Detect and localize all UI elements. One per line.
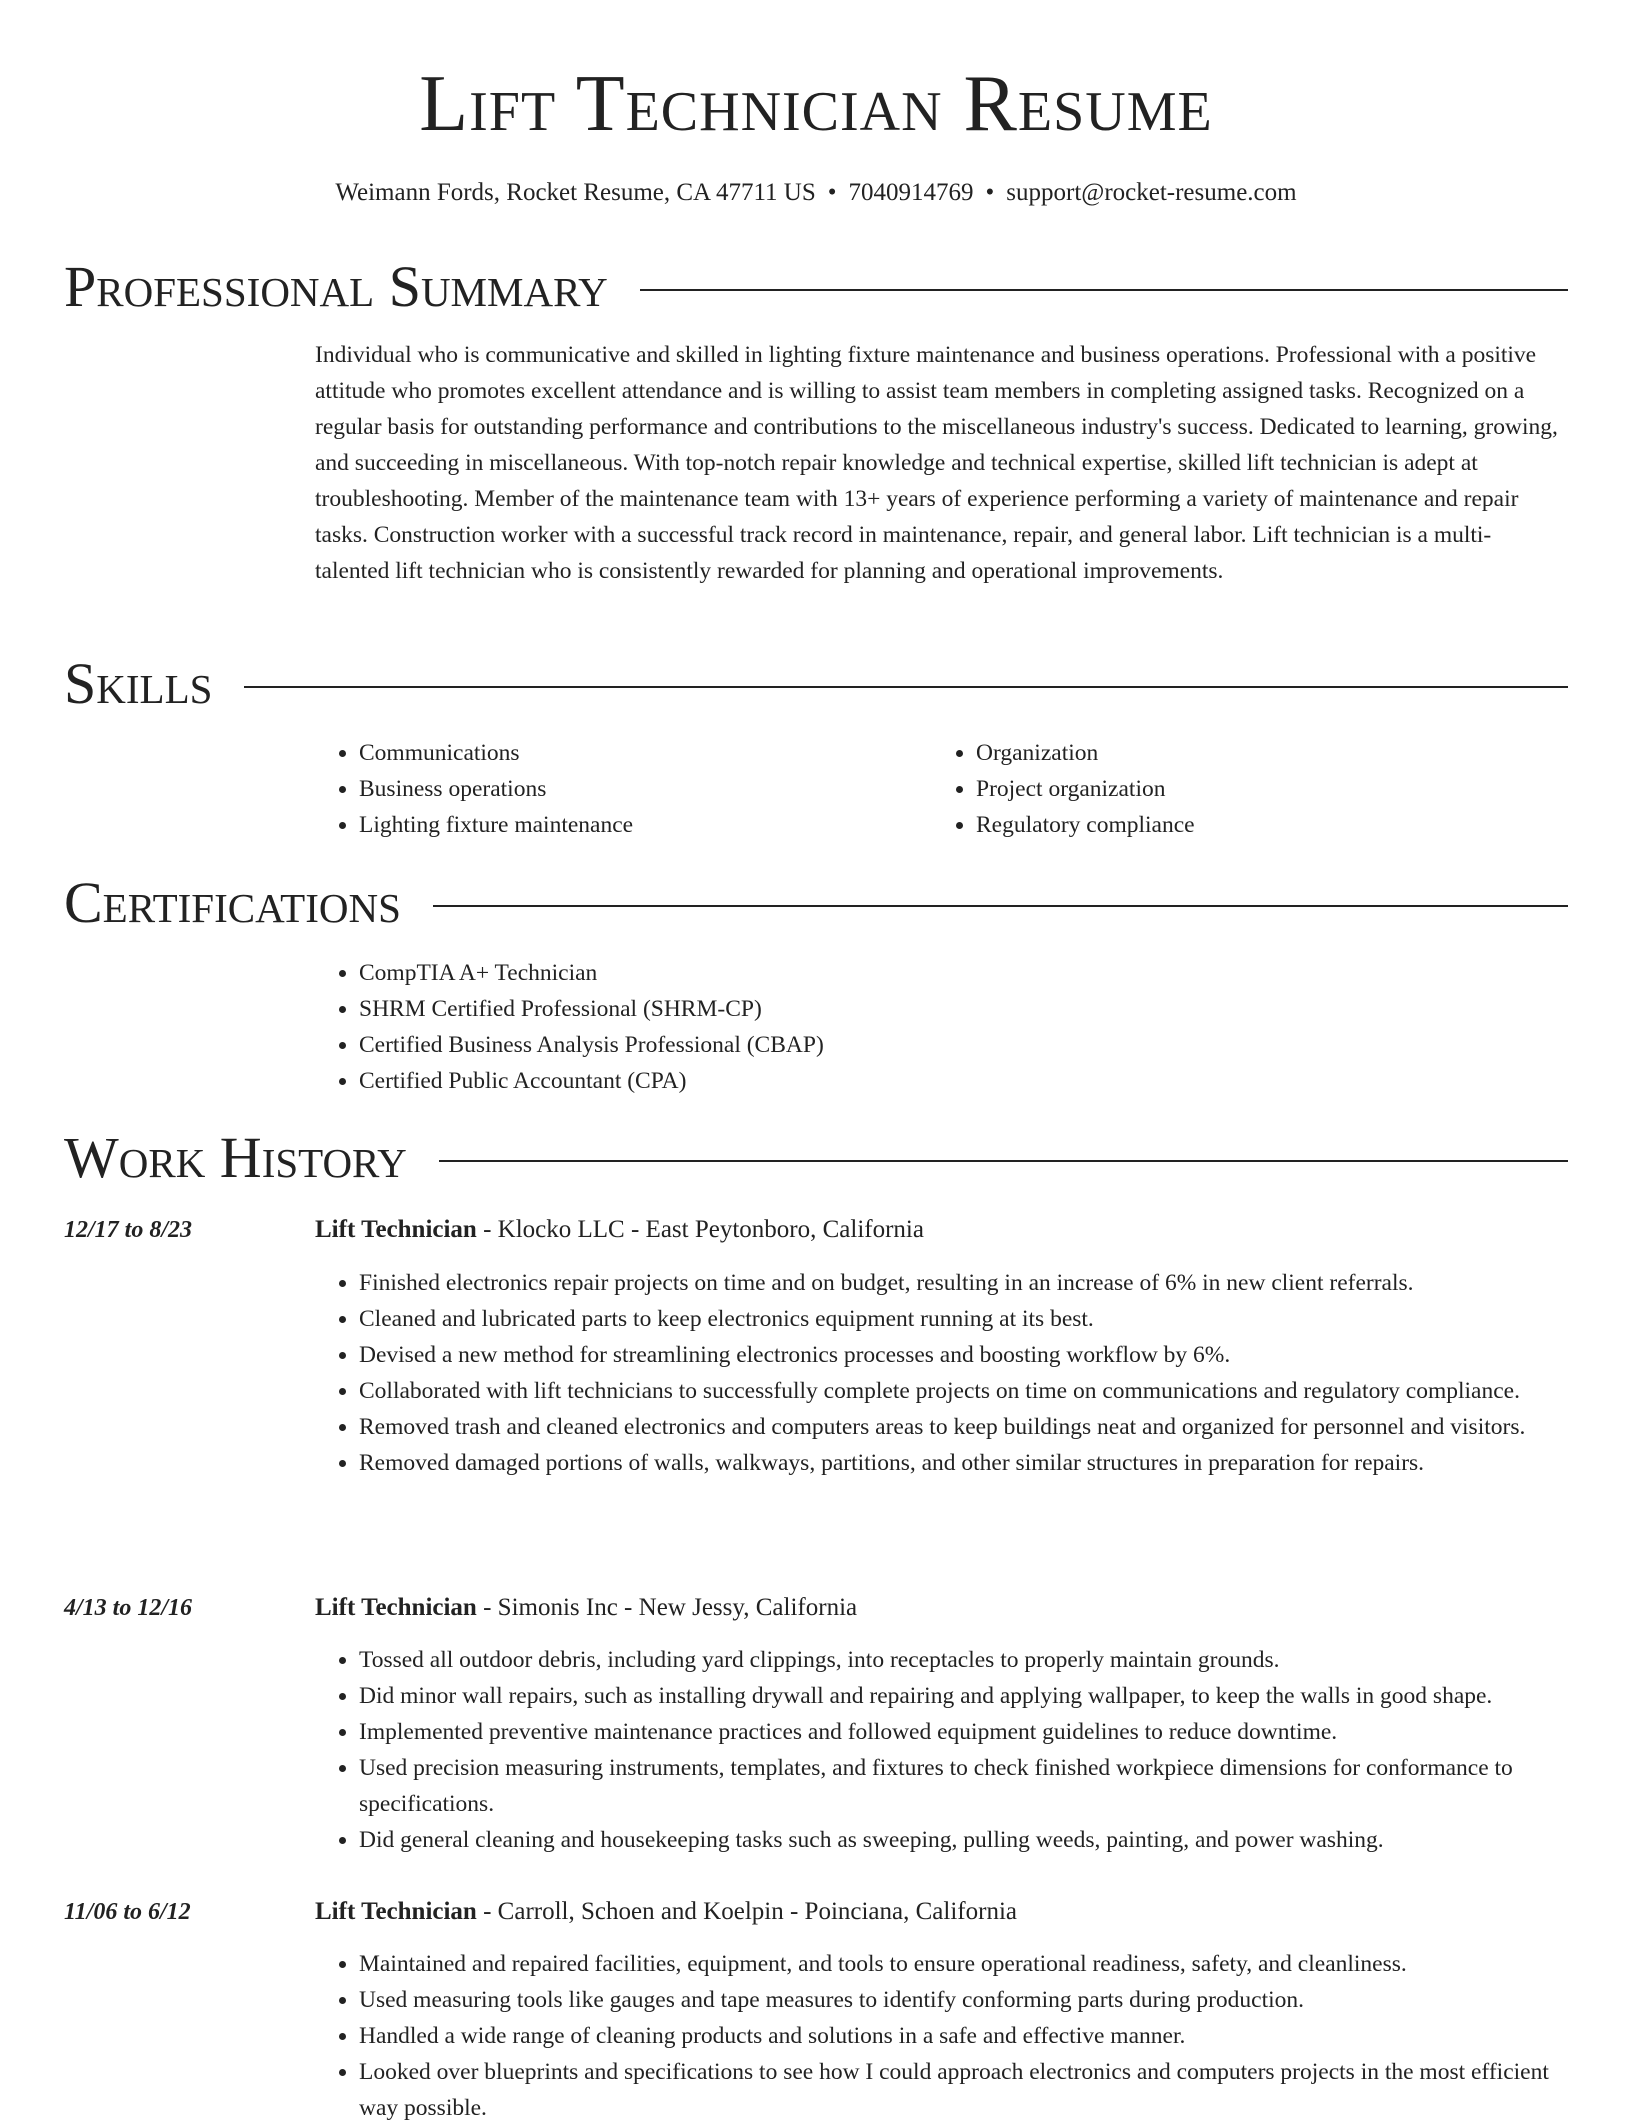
skill-item: • Organization — [976, 735, 1492, 771]
job-bullets — [315, 1946, 1585, 2126]
work-heading: Work History — [64, 1125, 407, 1190]
job-company: - Simonis Inc - New Jessy, California — [476, 1594, 858, 1621]
job-title-line — [315, 1590, 857, 1626]
job-bullet: • Finished electronics repair projects on time and on budget, resulting in an increase of 6% in new client referrals. — [359, 1265, 1585, 1301]
job-bullet: • Tossed all outdoor debris, including yard clippings, into receptacles to properly maintain grounds. — [359, 1642, 1585, 1678]
job-title-line — [315, 1212, 924, 1248]
job-bullet: • Used precision measuring instruments, templates, and fixtures to check finished workpiece dimensions for conformance to specifications. — [359, 1750, 1585, 1822]
contact-address: Weimann Fords, Rocket Resume, CA 47711 US — [335, 179, 816, 206]
job-company: - Carroll, Schoen and Koelpin - Poinciana, California — [476, 1898, 1017, 1925]
job-company: - Klocko LLC - East Peytonboro, California — [476, 1216, 924, 1243]
summary-heading: Professional Summary — [64, 254, 608, 319]
skills-section-header — [64, 652, 1568, 716]
contact-phone: 7040914769 — [848, 179, 974, 206]
resume-title: Lift Technician Resume — [419, 60, 1213, 148]
summary-section-header — [64, 255, 1568, 319]
job-bullet: • Collaborated with lift technicians to successfully complete projects on time on communications and regulatory compliance. — [359, 1373, 1585, 1409]
job-bullet: • Devised a new method for streamlining electronics processes and boosting workflow by 6%. — [359, 1337, 1585, 1373]
skill-item: • Communications — [359, 735, 875, 771]
skills-column-left — [315, 735, 875, 843]
job-bullet: • Did minor wall repairs, such as installing drywall and repairing and applying wallpaper, to keep the walls in good shape. — [359, 1678, 1585, 1714]
skill-item: • Business operations — [359, 771, 875, 807]
section-divider — [439, 1160, 1568, 1162]
certifications-list — [315, 955, 1565, 1099]
job-bullet: • Cleaned and lubricated parts to keep electronics equipment running at its best. — [359, 1301, 1585, 1337]
skill-item: • Regulatory compliance — [976, 807, 1492, 843]
section-divider — [640, 289, 1568, 291]
work-section-header — [64, 1126, 1568, 1190]
contact-separator: • — [827, 179, 837, 206]
certification-item: • Certified Business Analysis Professional (CBAP) — [359, 1027, 1565, 1063]
summary-text: Individual who is communicative and skilled in lighting fixture maintenance and business operations. Professional with a positive attitude who promotes excellent attendance and is willing to assist team members in completing assigned tasks. Recognized on a regular basis for outstanding performance and contributions to the miscellaneous industry's success. Dedicated to learning, growing, and succeeding in miscellaneous. With top-notch repair knowledge and technical expertise, skilled lift technician is adept at troubleshooting. Member of the maintenance team with 13+ years of experience performing a variety of maintenance and repair tasks. Construction worker with a successful track record in maintenance, repair, and general labor. Lift technician is a multi-talented lift technician who is consistently rewarded for planning and operational improvements. — [315, 342, 1558, 584]
skills-heading: Skills — [64, 651, 213, 716]
contact-separator: • — [985, 179, 995, 206]
job-bullet: • Maintained and repaired facilities, equipment, and tools to ensure operational readiness, safety, and cleanliness. — [359, 1946, 1585, 1982]
job-bullet: • Did general cleaning and housekeeping tasks such as sweeping, pulling weeds, painting, and power washing. — [359, 1822, 1585, 1858]
skill-item: • Project organization — [976, 771, 1492, 807]
job-bullet: • Looked over blueprints and specifications to see how I could approach electronics and computers projects in the most efficient way possible. — [359, 2054, 1585, 2126]
job-dates: 11/06 to 6/12 — [64, 1899, 191, 1925]
job-dates: 4/13 to 12/16 — [64, 1595, 193, 1621]
job-bullets — [315, 1642, 1585, 1858]
job-dates: 12/17 to 8/23 — [64, 1217, 193, 1243]
contact-email[interactable]: support@rocket-resume.com — [1006, 179, 1297, 206]
job-bullet: • Implemented preventive maintenance practices and followed equipment guidelines to reduce downtime. — [359, 1714, 1585, 1750]
certifications-section-header — [64, 871, 1568, 935]
contact-line — [0, 178, 1632, 208]
job-bullet: • Handled a wide range of cleaning products and solutions in a safe and effective manner. — [359, 2018, 1585, 2054]
skills-column-right — [932, 735, 1492, 843]
skill-item: • Lighting fixture maintenance — [359, 807, 875, 843]
job-title: Lift Technician — [315, 1898, 477, 1925]
job-bullets — [315, 1265, 1585, 1481]
job-title: Lift Technician — [315, 1594, 477, 1621]
certification-item: • CompTIA A+ Technician — [359, 955, 1565, 991]
section-divider — [244, 686, 1568, 688]
job-bullet: • Removed damaged portions of walls, walkways, partitions, and other similar structures in preparation for repairs. — [359, 1445, 1585, 1481]
job-title: Lift Technician — [315, 1216, 477, 1243]
certifications-heading: Certifications — [64, 870, 401, 935]
job-bullet: • Used measuring tools like gauges and tape measures to identify conforming parts during production. — [359, 1982, 1585, 2018]
section-divider — [433, 905, 1568, 907]
certification-item: • SHRM Certified Professional (SHRM-CP) — [359, 991, 1565, 1027]
job-title-line — [315, 1894, 1017, 1930]
job-bullet: • Removed trash and cleaned electronics and computers areas to keep buildings neat and organized for personnel and visitors. — [359, 1409, 1585, 1445]
certification-item: • Certified Public Accountant (CPA) — [359, 1063, 1565, 1099]
